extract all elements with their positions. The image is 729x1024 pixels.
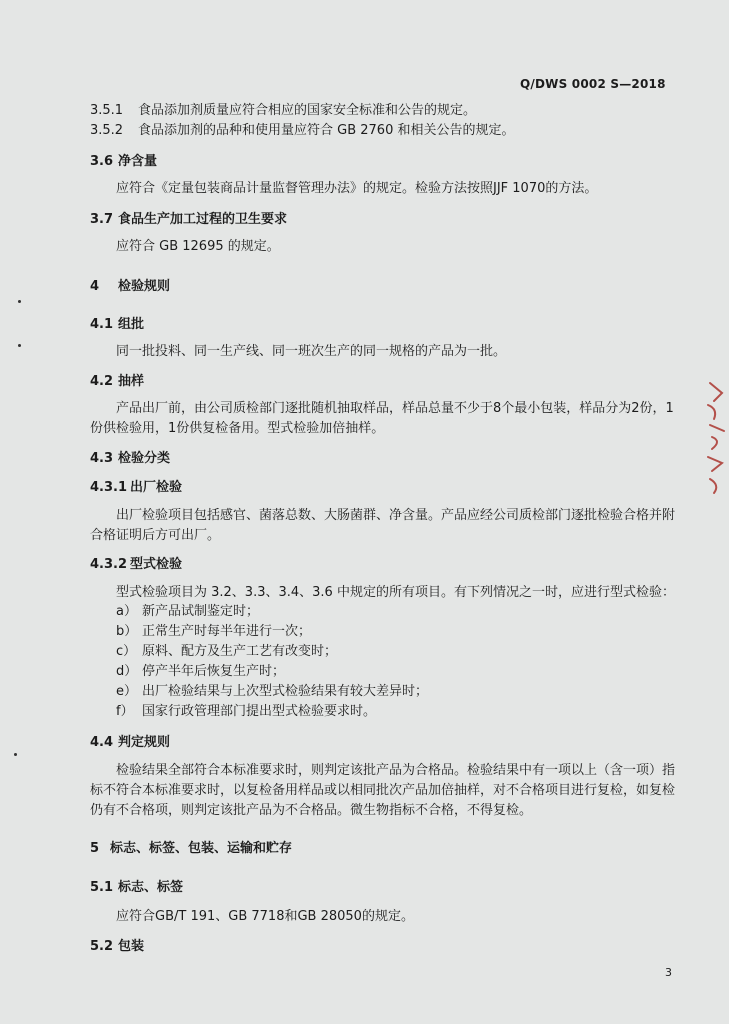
paragraph-4-3-1-line1: 出厂检验项目包括感官、菌落总数、大肠菌群、净含量。产品应经公司质检部门逐批检验合格并附	[116, 508, 676, 523]
heading-number: 4.1	[90, 317, 114, 332]
heading-number: 4.3.2	[90, 557, 128, 572]
heading-number: 4.3	[90, 451, 114, 466]
list-text: 正常生产时每半年进行一次；	[142, 624, 312, 639]
paragraph-4-3-2: 型式检验项目为 3.2、3.3、3.4、3.6 中规定的所有项目。有下列情况之一时，应进行型式检验：	[116, 585, 675, 600]
scan-speck	[14, 753, 17, 756]
list-item	[116, 624, 311, 640]
heading-text: 标志、标签、包装、运输和贮存	[110, 841, 293, 856]
heading-4-1	[90, 317, 144, 333]
clause-3-5-1	[90, 103, 476, 119]
heading-number: 4.3.1	[90, 480, 128, 495]
heading-number: 4	[90, 279, 100, 294]
list-label: f）	[116, 704, 134, 719]
list-item	[116, 604, 259, 620]
heading-text: 型式检验	[130, 557, 183, 572]
list-text: 停产半年后恢复生产时；	[142, 664, 286, 679]
list-item	[116, 704, 376, 720]
heading-4-2	[90, 374, 144, 390]
list-text: 原料、配方及生产工艺有改变时；	[142, 644, 338, 659]
clause-3-5-2	[90, 123, 514, 139]
heading-number: 5	[90, 841, 100, 856]
paragraph-4-3-1-line2: 合格证明后方可出厂。	[90, 528, 221, 543]
heading-text: 判定规则	[118, 735, 171, 750]
clause-number: 3.5.1	[90, 103, 124, 118]
heading-4-3-2	[90, 557, 182, 573]
heading-number: 5.1	[90, 880, 114, 895]
paragraph-4-4-line1: 检验结果全部符合本标准要求时，则判定该批产品为合格品。检验结果中有一项以上（含一项）指	[116, 763, 676, 778]
heading-number: 3.6	[90, 154, 114, 169]
paragraph-4-1: 同一批投料、同一生产线、同一班次生产的同一规格的产品为一批。	[116, 344, 507, 359]
list-label: a）	[116, 604, 137, 619]
heading-text: 食品生产加工过程的卫生要求	[118, 212, 288, 227]
heading-5	[90, 841, 292, 857]
paragraph-4-2-line2: 份供检验用，1份供复检备用。型式检验加倍抽样。	[90, 421, 385, 436]
seal-stamp-icon	[700, 375, 729, 505]
list-text: 新产品试制鉴定时；	[142, 604, 260, 619]
heading-text: 净含量	[118, 154, 158, 169]
heading-3-7	[90, 212, 287, 228]
heading-4-4	[90, 735, 170, 751]
heading-text: 检验分类	[118, 451, 171, 466]
list-text: 国家行政管理部门提出型式检验要求时。	[142, 704, 377, 719]
list-text: 出厂检验结果与上次型式检验结果有较大差异时；	[142, 684, 429, 699]
heading-number: 4.4	[90, 735, 114, 750]
paragraph-4-4-line3: 仍有不合格项，则判定该批产品为不合格品。微生物指标不合格，不得复检。	[90, 803, 533, 818]
clause-text: 食品添加剂质量应符合相应的国家安全标准和公告的规定。	[138, 103, 477, 118]
heading-5-1	[90, 880, 183, 896]
paragraph-3-7: 应符合 GB 12695 的规定。	[116, 239, 280, 254]
heading-5-2	[90, 939, 144, 955]
heading-text: 抽样	[118, 374, 145, 389]
list-item	[116, 664, 285, 680]
heading-4-3-1	[90, 480, 182, 496]
clause-number: 3.5.2	[90, 123, 124, 138]
standard-code: Q/DWS 0002 S—2018	[520, 77, 666, 91]
list-item	[116, 684, 428, 700]
paragraph-4-2-line1: 产品出厂前，由公司质检部门逐批随机抽取样品，样品总量不少于8个最小包装，样品分为2份，1	[116, 401, 674, 416]
heading-3-6	[90, 154, 157, 170]
list-label: d）	[116, 664, 138, 679]
scan-speck	[18, 300, 21, 303]
heading-text: 包装	[118, 939, 145, 954]
paragraph-5-1: 应符合GB/T 191、GB 7718和GB 28050的规定。	[116, 909, 414, 924]
page-number: 3	[665, 966, 672, 979]
paragraph-4-4-line2: 标不符合本标准要求时，以复检备用样品或以相同批次产品加倍抽样，对不合格项目进行复检，如复检	[90, 783, 676, 798]
heading-4	[90, 279, 170, 295]
list-label: c）	[116, 644, 137, 659]
heading-4-3	[90, 451, 170, 467]
heading-number: 3.7	[90, 212, 114, 227]
list-label: b）	[116, 624, 138, 639]
list-item	[116, 644, 337, 660]
clause-text: 食品添加剂的品种和使用量应符合 GB 2760 和相关公告的规定。	[138, 123, 515, 138]
heading-text: 组批	[118, 317, 145, 332]
scan-speck	[18, 344, 21, 347]
heading-text: 出厂检验	[130, 480, 183, 495]
heading-text: 检验规则	[118, 279, 171, 294]
heading-number: 5.2	[90, 939, 114, 954]
list-label: e）	[116, 684, 137, 699]
heading-text: 标志、标签	[118, 880, 184, 895]
paragraph-3-6: 应符合《定量包装商品计量监督管理办法》的规定。检验方法按照JJF 1070的方法。	[116, 181, 598, 196]
heading-number: 4.2	[90, 374, 114, 389]
